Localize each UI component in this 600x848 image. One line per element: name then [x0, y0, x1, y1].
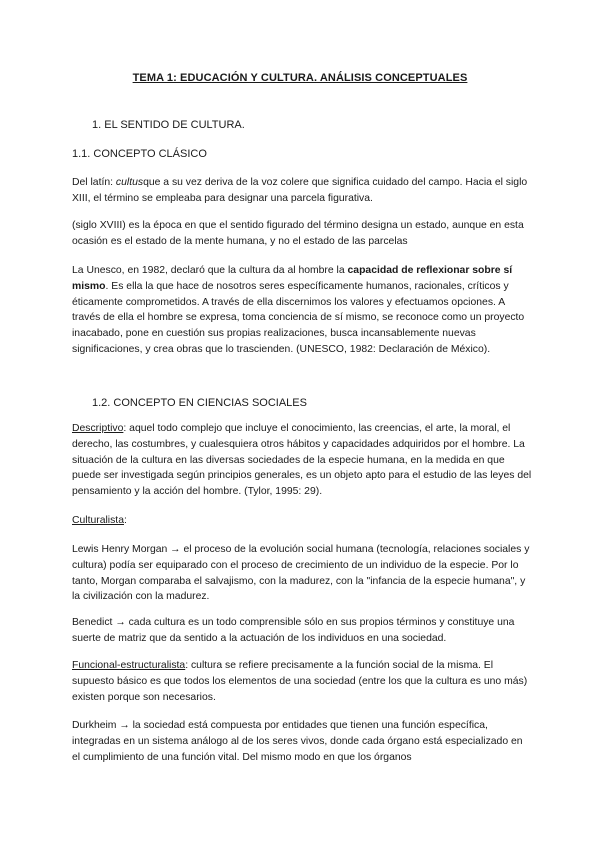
- underlined-term: Descriptivo: [72, 423, 124, 434]
- section-heading-1-1: 1.1. CONCEPTO CLÁSICO: [72, 148, 207, 160]
- text-run: que a su vez deriva de la voz colere que significa cuidado del campo. Hacia el siglo XIII, el término se empleaba para designar una parcela figurativa.: [72, 177, 528, 204]
- underlined-term: Funcional-estructuralista: [72, 660, 186, 671]
- underlined-term: Culturalista: [72, 515, 124, 526]
- paragraph-siglo-xviii: (siglo XVIII) es la época en que el sentido figurado del término designa un estado, aunque en esta ocasión es el estado de la mente humana, y no el estado de las parcelas: [72, 220, 524, 247]
- paragraph-descriptivo: [72, 421, 532, 500]
- paragraph-culturalista: [72, 513, 532, 529]
- section-heading-1: 1. EL SENTIDO DE CULTURA.: [92, 119, 245, 131]
- text-run: Del latín:: [72, 177, 116, 188]
- text-run: : aquel todo complejo que incluye el conocimiento, las creencias, el arte, la moral, el derecho, las costumbres, y cualesquiera otros hábitos y capacidades adquiridos por el hombre. La situación de la cultura en las diversas sociedades de la especie humana, en la medida en que puede ser investigada según principios generales, es un objeto apto para el estudio de las leyes del pensamiento y la acción del hombre. (Tylor, 1995: 29).: [72, 423, 532, 498]
- paragraph-funcional: [72, 658, 532, 705]
- bold-term: capacidad de reflexionar sobre sí mismo: [72, 265, 513, 292]
- paragraph-concepto-clasico: [72, 175, 532, 207]
- section-heading-1-2: 1.2. CONCEPTO EN CIENCIAS SOCIALES: [92, 397, 307, 409]
- text-run: La Unesco, en 1982, declaró que la cultura da al hombre la: [72, 265, 348, 276]
- paragraph-unesco: [72, 263, 532, 358]
- paragraph-morgan: Lewis Henry Morgan → el proceso de la evolución social humana (tecnología, relaciones sociales y cultura) podía ser equiparado con el proceso de crecimiento de un individuo de la especie. Por lo tanto, Morgan comparaba el salvajismo, con la madurez, con la "infancia de la especie humana", y la civilización con la madurez.: [72, 544, 530, 603]
- text-run: . Es ella la que hace de nosotros seres específicamente humanos, racionales, críticos y éticamente comprometidos. A través de ella discernimos los valores y efectuamos opciones. A través de ella el hombre se expresa, toma conciencia de sí mismo, se reconoce como un proyecto inacabado, pone en cuestión sus propias realizaciones, busca incansablemente nuevas significaciones, y crea obras que lo trascienden. (UNESCO, 1982: Declaración de México).: [72, 280, 525, 355]
- text-run: : cultura se refiere precisamente a la función social de la misma. El supuesto básico es que todos los elementos de una sociedad (entre los que la cultura es uno más) existen porque son necesarios.: [72, 660, 528, 703]
- paragraph-benedict: Benedict → cada cultura es un todo comprensible sólo en sus propios términos y constituye una suerte de matriz que da sentido a la actuación de los individuos en una sociedad.: [72, 617, 515, 644]
- page-title: TEMA 1: EDUCACIÓN Y CULTURA. ANÁLISIS CONCEPTUALES: [132, 72, 468, 84]
- italic-term: cultus: [115, 177, 144, 188]
- paragraph-durkheim: Durkheim → la sociedad está compuesta por entidades que tienen una función específica, integradas en un sistema análogo al de los seres vivos, donde cada órgano está especializado en el cumplimiento de una función vital. Del mismo modo en que los órganos: [72, 720, 523, 763]
- text-run: :: [123, 515, 127, 526]
